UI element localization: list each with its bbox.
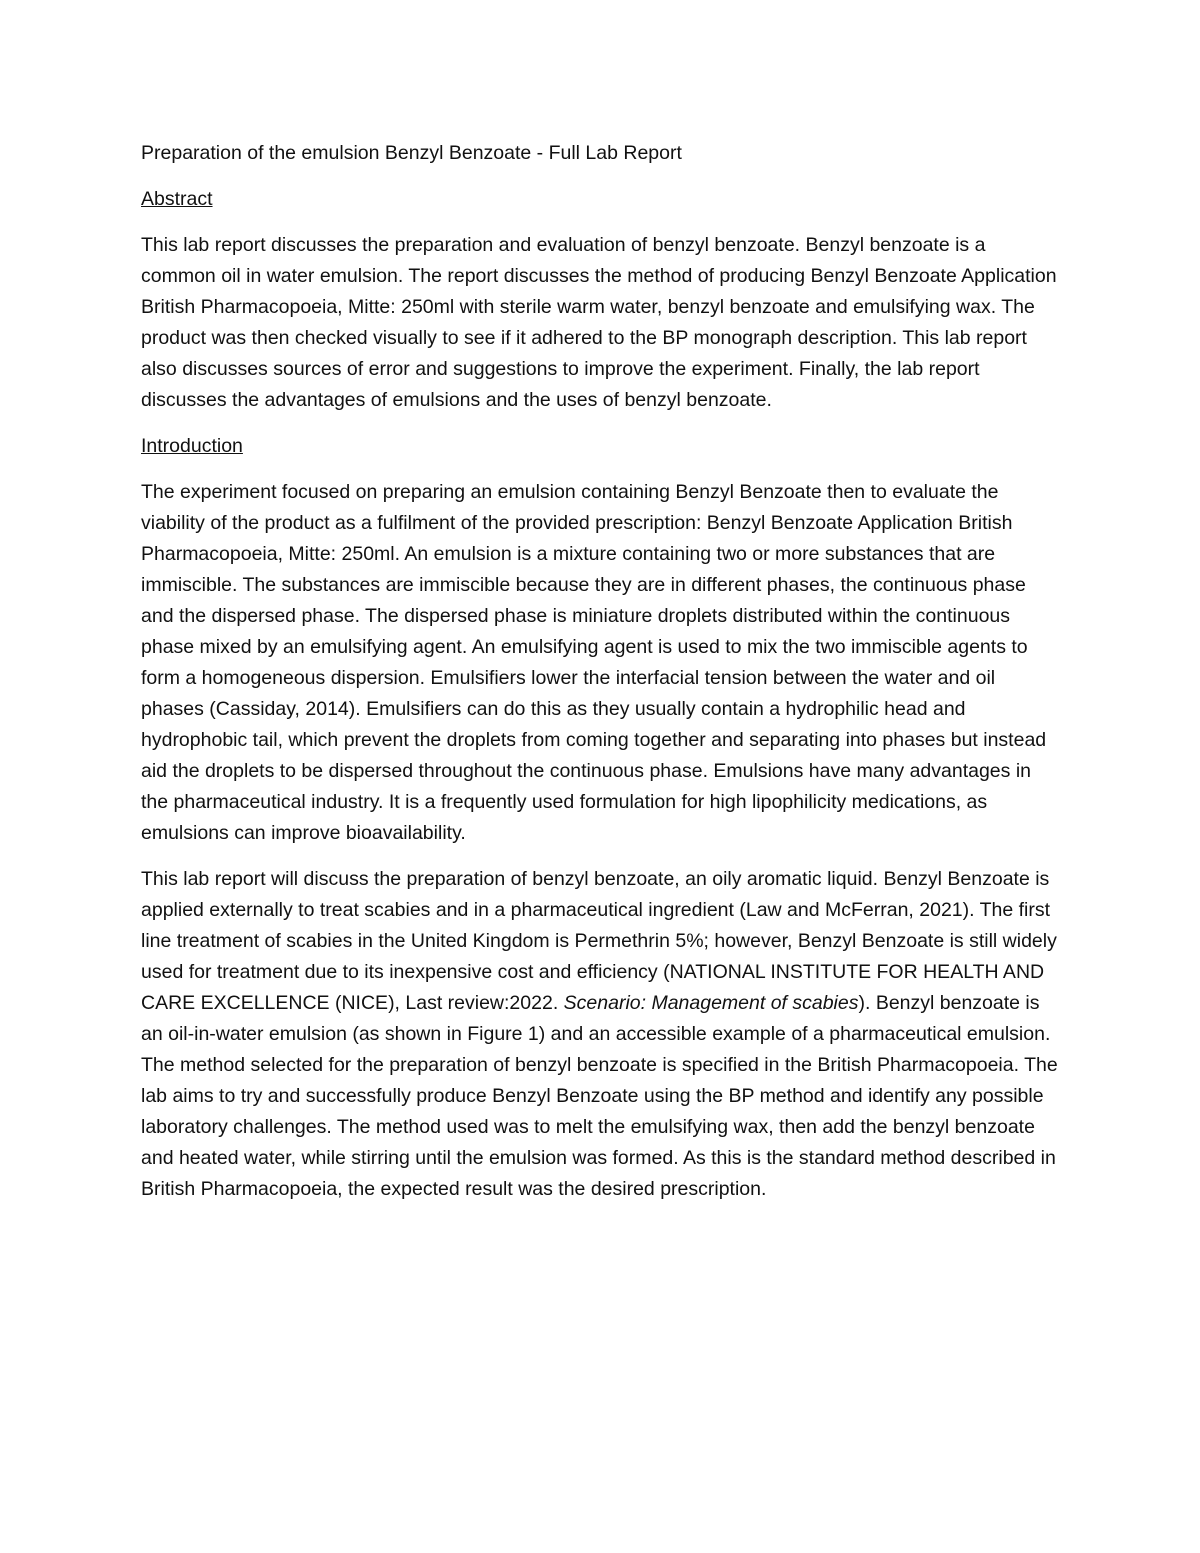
introduction-paragraph-2: [141, 864, 1061, 1205]
document-page: [141, 138, 1061, 1220]
paragraph-text-after-italic: ). Benzyl benzoate is an oil-in-water emulsion (as shown in Figure 1) and an accessible example of a pharmaceutical emulsion. The method selected for the preparation of benzyl benzoate is specified in the British Pharmacopoeia. The lab aims to try and successfully produce Benzyl Benzoate using the BP method and identify any possible laboratory challenges. The method used was to melt the emulsifying wax, then add the benzyl benzoate and heated water, while stirring until the emulsion was formed. As this is the standard method described in British Pharmacopoeia, the expected result was the desired prescription.: [141, 992, 1058, 1200]
paragraph-text-before-italic: This lab report will discuss the preparation of benzyl benzoate, an oily aromatic liquid. Benzyl Benzoate is applied externally to treat scabies and in a pharmaceutical ingredient (Law and McFerran, 2021). The first line treatment of scabies in the United Kingdom is Permethrin 5%; however, Benzyl Benzoate is still widely used for treatment due to its inexpensive cost and efficiency (NATIONAL INSTITUTE FOR HEALTH AND CARE EXCELLENCE (NICE), Last review:2022.: [141, 868, 1057, 1014]
italic-reference-title: Scenario: Management of scabies: [563, 992, 859, 1014]
document-title: Preparation of the emulsion Benzyl Benzoate - Full Lab Report: [141, 142, 682, 164]
section-heading-abstract: Abstract: [141, 188, 213, 210]
section-heading-introduction: Introduction: [141, 435, 243, 457]
abstract-paragraph: This lab report discusses the preparation and evaluation of benzyl benzoate. Benzyl benzoate is a common oil in water emulsion. The report discusses the method of producing Benzyl Benzoate Application British Pharmacopoeia, Mitte: 250ml with sterile warm water, benzyl benzoate and emulsifying wax. The product was then checked visually to see if it adhered to the BP monograph description. This lab report also discusses sources of error and suggestions to improve the experiment. Finally, the lab report discusses the advantages of emulsions and the uses of benzyl benzoate.: [141, 234, 1057, 411]
introduction-paragraph-1: The experiment focused on preparing an emulsion containing Benzyl Benzoate then to evaluate the viability of the product as a fulfilment of the provided prescription: Benzyl Benzoate Application British Pharmacopoeia, Mitte: 250ml. An emulsion is a mixture containing two or more substances that are immiscible. The substances are immiscible because they are in different phases, the continuous phase and the dispersed phase. The dispersed phase is miniature droplets distributed within the continuous phase mixed by an emulsifying agent. An emulsifying agent is used to mix the two immiscible agents to form a homogeneous dispersion. Emulsifiers lower the interfacial tension between the water and oil phases (Cassiday, 2014). Emulsifiers can do this as they usually contain a hydrophilic head and hydrophobic tail, which prevent the droplets from coming together and separating into phases but instead aid the droplets to be dispersed throughout the continuous phase. Emulsions have many advantages in the pharmaceutical industry. It is a frequently used formulation for high lipophilicity medications, as emulsions can improve bioavailability.: [141, 481, 1047, 844]
